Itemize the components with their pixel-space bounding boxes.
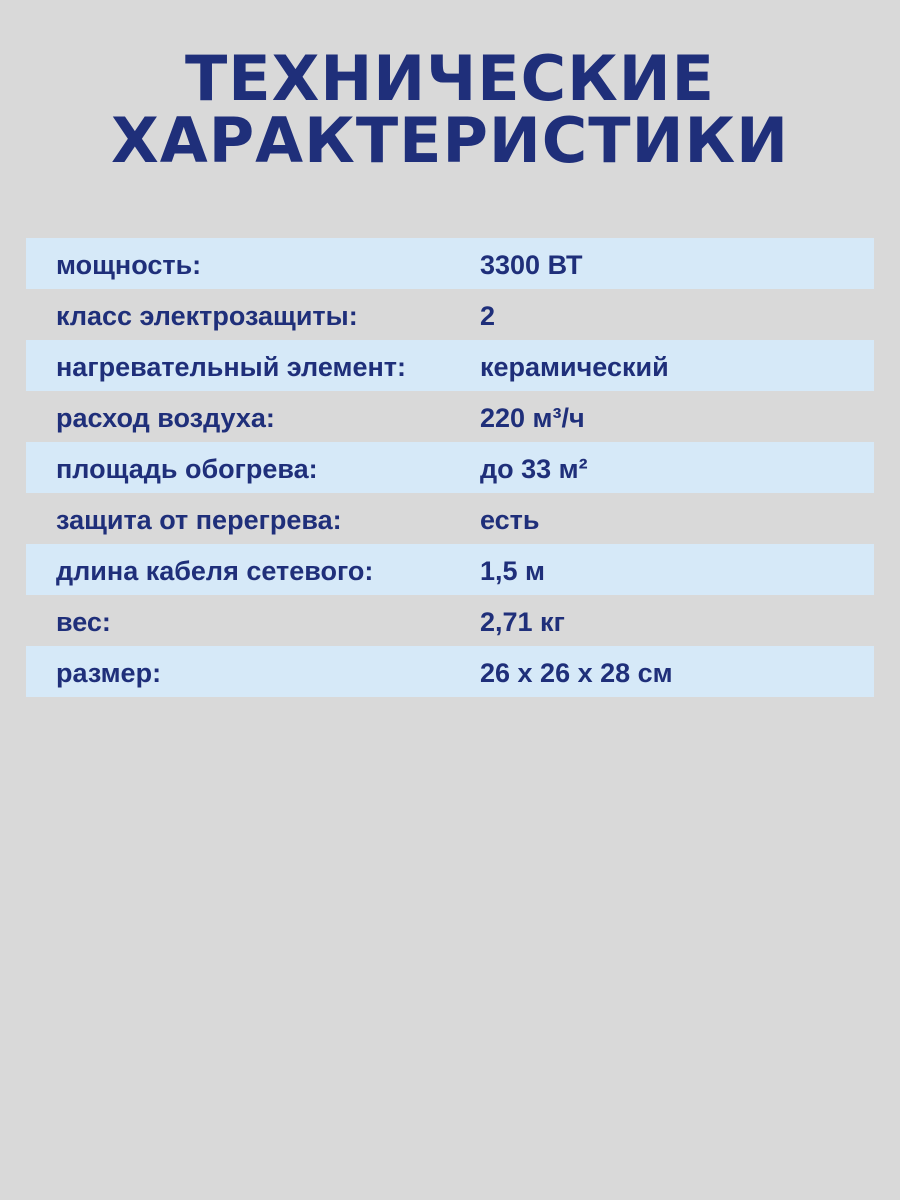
- spec-row-protection-class: [26, 289, 874, 340]
- spec-value-heating-element: керамический: [480, 352, 669, 382]
- spec-label-heating-element: нагревательный элемент:: [56, 352, 406, 382]
- spec-row-air-flow: [26, 391, 874, 442]
- specs-table: [26, 238, 874, 697]
- spec-label-weight: вес:: [56, 607, 111, 637]
- spec-label-protection-class: класс электрозащиты:: [56, 301, 358, 331]
- spec-value-weight: 2,71 кг: [480, 607, 565, 637]
- spec-value-air-flow: 220 м³/ч: [480, 403, 585, 433]
- spec-value-heating-area: до 33 м²: [480, 454, 588, 484]
- page-title-line-2: ХАРАКТЕРИСТИКИ: [110, 104, 790, 177]
- spec-row-cable-length: [26, 544, 874, 595]
- spec-row-heating-area: [26, 442, 874, 493]
- spec-value-power: 3300 ВТ: [480, 250, 583, 280]
- page-title: [0, 42, 900, 177]
- spec-label-power: мощность:: [56, 250, 202, 280]
- spec-value-protection-class: 2: [480, 301, 496, 331]
- spec-row-weight: [26, 595, 874, 646]
- spec-label-overheat-protection: защита от перегрева:: [56, 505, 342, 535]
- spec-value-size: 26 х 26 х 28 см: [480, 658, 673, 688]
- spec-label-cable-length: длина кабеля сетевого:: [56, 556, 374, 586]
- spec-row-size: [26, 646, 874, 697]
- spec-value-cable-length: 1,5 м: [480, 556, 546, 586]
- spec-value-overheat-protection: есть: [480, 505, 540, 535]
- spec-row-heating-element: [26, 340, 874, 391]
- page-title-line-1: ТЕХНИЧЕСКИЕ: [184, 42, 716, 115]
- spec-label-air-flow: расход воздуха:: [56, 403, 275, 433]
- spec-label-heating-area: площадь обогрева:: [56, 454, 318, 484]
- spec-label-size: размер:: [56, 658, 162, 688]
- spec-row-power: [26, 238, 874, 289]
- spec-row-overheat-protection: [26, 493, 874, 544]
